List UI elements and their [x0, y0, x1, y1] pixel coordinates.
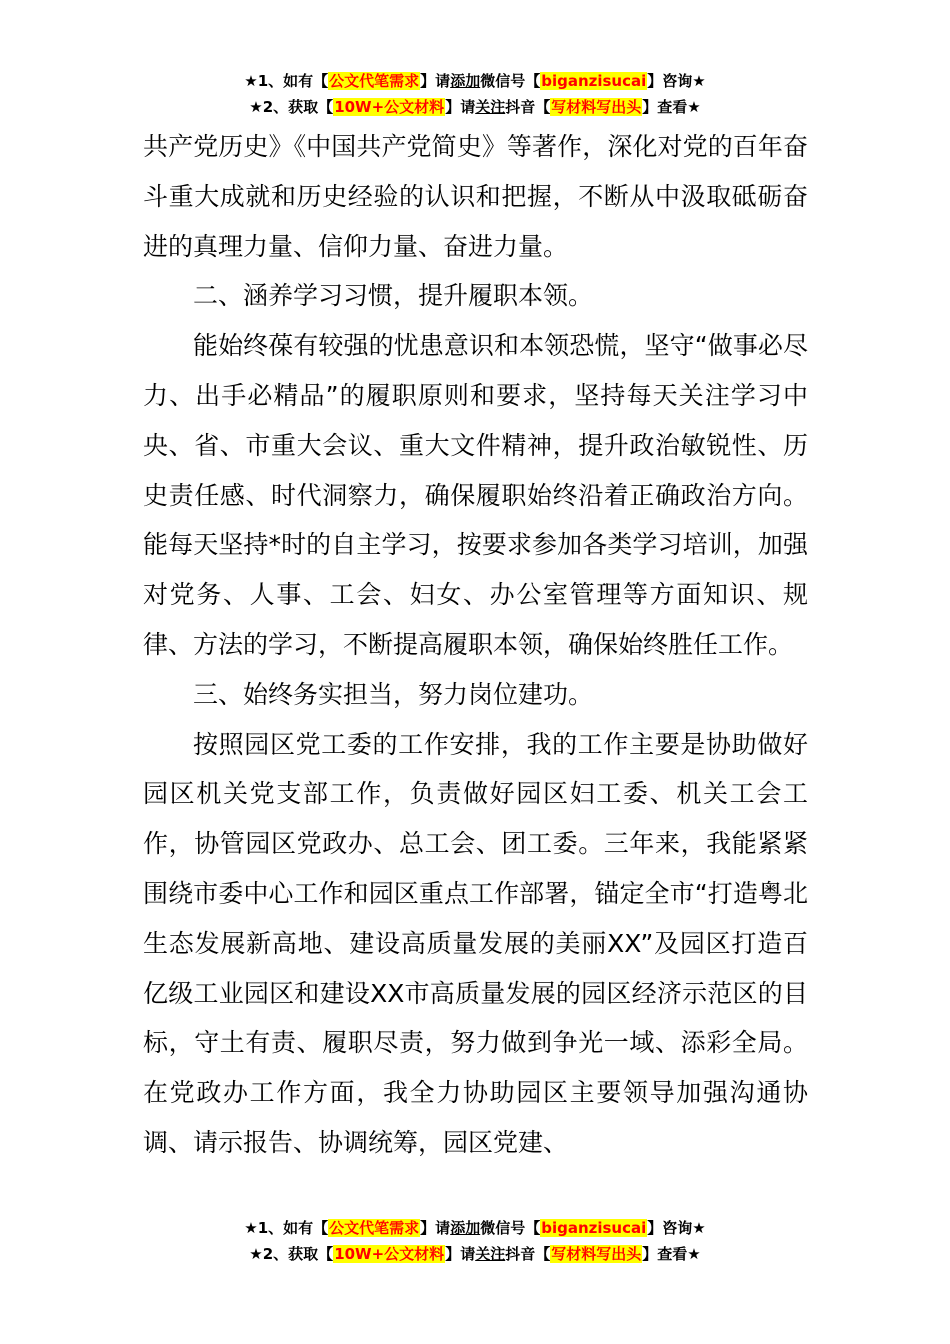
highlight-service: 公文代笔需求: [329, 72, 420, 90]
header-banner: [0, 68, 950, 120]
highlight-wechat-id: biganzisucai: [541, 72, 647, 90]
banner-line-2: ★2、获取【10W+公文材料】请关注抖音【写材料写出头】查看★: [249, 1245, 701, 1263]
section-heading: 三、始终务实担当，努力岗位建功。: [193, 679, 594, 709]
highlight-materials: 10W+公文材料: [334, 98, 445, 116]
highlight-materials: 10W+公文材料: [334, 1245, 445, 1263]
footer-banner: [0, 1215, 950, 1267]
banner-line-1: ★1、如有【公文代笔需求】请添加微信号【biganzisucai】咨询★: [244, 1219, 706, 1237]
section-heading: 二、涵养学习习惯，提升履职本领。: [193, 281, 594, 311]
highlight-wechat-id: biganzisucai: [541, 1219, 647, 1237]
paragraph: 能始终葆有较强的忧患意识和本领恐慌，坚守“做事必尽力、出手必精品”的履职原则和要求，坚持每天关注学习中央、省、市重大会议、重大文件精神，提升政治敏锐性、历史责任感、时代洞察力，确保履职始终沿着正确政治方向。能每天坚持*时的自主学习，按要求参加各类学习培训，加强对党务、人事、工会、妇女、办公室管理等方面知识、规律、方法的学习，不断提高履职本领，确保始终胜任工作。: [143, 331, 808, 659]
paragraph: 按照园区党工委的工作安排，我的工作主要是协助做好园区机关党支部工作，负责做好园区妇工委、机关工会工作，协管园区党政办、总工会、团工委。三年来，我能紧紧围绕市委中心工作和园区重点工作部署，锚定全市“打造粤北生态发展新高地、建设高质量发展的美丽XX”及园区打造百亿级工业园区和建设XX市高质量发展的园区经济示范区的目标，守土有责、履职尽责，努力做到争光一域、添彩全局。在党政办工作方面，我全力协助园区主要领导加强沟通协调、请示报告、协调统筹，园区党建、: [143, 729, 808, 1157]
banner-line-1: ★1、如有【公文代笔需求】请添加微信号【biganzisucai】咨询★: [244, 72, 706, 90]
highlight-douyin-account: 写材料写出头: [551, 1245, 642, 1263]
banner-line-2: ★2、获取【10W+公文材料】请关注抖音【写材料写出头】查看★: [249, 98, 701, 116]
paragraph: 共产党历史》《中国共产党简史》等著作，深化对党的百年奋斗重大成就和历史经验的认识和把握，不断从中汲取砥砺奋进的真理力量、信仰力量、奋进力量。: [143, 132, 808, 261]
highlight-service: 公文代笔需求: [329, 1219, 420, 1237]
highlight-douyin-account: 写材料写出头: [551, 98, 642, 116]
document-body: [143, 122, 808, 1168]
